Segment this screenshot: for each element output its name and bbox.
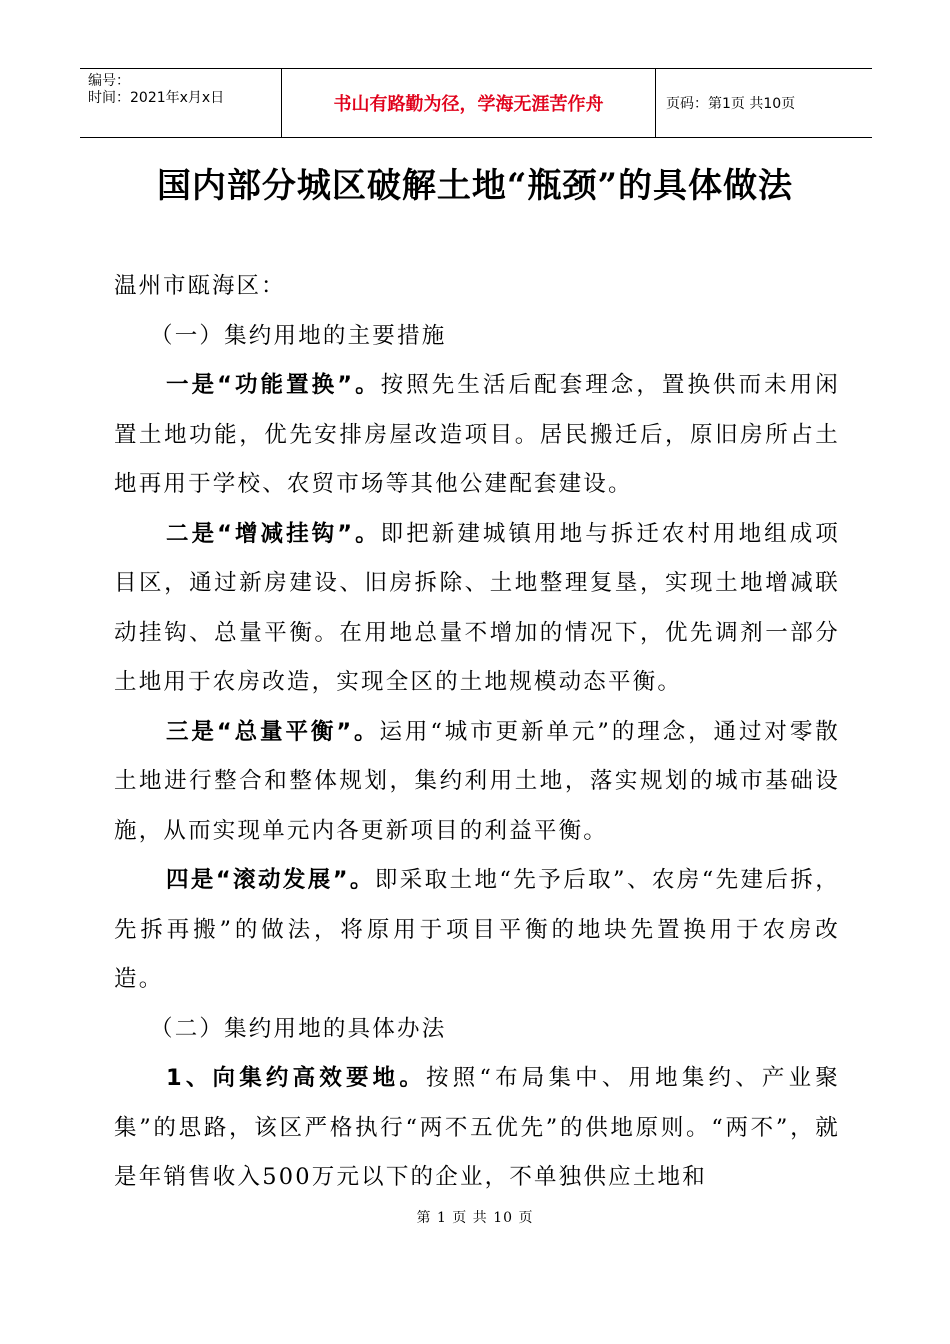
paragraph-5	[114, 1054, 840, 1203]
paragraph-5-lead: 1、向集约高效要地。	[166, 1065, 427, 1091]
paragraph-2	[114, 510, 840, 708]
paragraph-4	[114, 856, 840, 1005]
paragraph-3	[114, 708, 840, 857]
paragraph-3-lead: 三是“总量平衡”。	[166, 718, 380, 745]
document-title: 国内部分城区破解土地“瓶颈”的具体做法	[156, 166, 794, 206]
subheading-measures: （一）集约用地的主要措施	[150, 322, 447, 349]
paragraph-1-text: 按照先生活后配套理念，置换供而未用闲置土地功能，优先安排房屋改造项目。居民搬迁后，原旧房所占土地再用于学校、农贸市场等其他公建配套建设。	[114, 372, 840, 497]
doc-code-label: 编号：	[88, 73, 130, 89]
paragraph-4-text: 即采取土地“先予后取”、农房“先建后拆，先拆再搬”的做法，将原用于项目平衡的地块先置换用于农房改造。	[114, 867, 840, 992]
page-footer: 第 1 页 共 10 页	[416, 1210, 534, 1226]
header-page-info: 页码：第1页 共10页	[666, 96, 796, 112]
header-motto: 书山有路勤为径，学海无涯苦作舟	[282, 69, 656, 137]
doc-date-label: 时间：2021年x月x日	[88, 90, 225, 106]
paragraph-4-lead: 四是“滚动发展”。	[166, 867, 375, 893]
paragraph-5-text: 按照“布局集中、用地集约、产业聚集”的思路，该区严格执行“两不五优先”的供地原则。“两不”，就是年销售收入500万元以下的企业，不单独供应土地和	[114, 1065, 840, 1190]
section-heading: 温州市瓯海区：	[114, 273, 286, 299]
paragraph-3-text: 运用“城市更新单元”的理念，通过对零散土地进行整合和整体规划，集约利用土地，落实规划的城市基础设施，从而实现单元内各更新项目的利益平衡。	[114, 718, 840, 844]
paragraph-2-text: 即把新建城镇用地与拆迁农村用地组成项目区，通过新房建设、旧房拆除、土地整理复垦，实现土地增减联动挂钩、总量平衡。在用地总量不增加的情况下，优先调剂一部分土地用于农房改造，实现全区的土地规模动态平衡。	[114, 520, 840, 695]
paragraph-2-lead: 二是“增减挂钩”。	[166, 520, 381, 547]
paragraph-1	[114, 361, 840, 510]
subheading-methods: （二）集约用地的具体办法	[150, 1015, 447, 1042]
header-meta	[80, 69, 282, 137]
page-header	[80, 68, 872, 138]
paragraph-1-lead: 一是“功能置换”。	[166, 372, 381, 398]
document-body	[114, 262, 840, 1203]
